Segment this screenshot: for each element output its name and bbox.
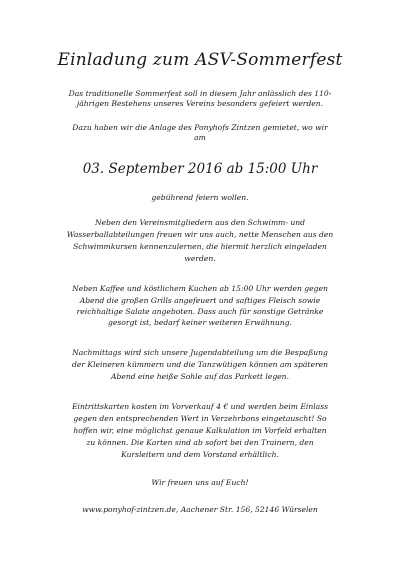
footer-address: www.ponyhof-zintzen.de, Aachener Str. 156, 52146 Würselen (82, 505, 318, 514)
tickets-line-4: zu können. Die Karten sind ab sofort bei den Trainern, den (86, 438, 314, 447)
tickets-line-1: Eintrittskarten kosten im Vorverkauf 4 € und werden beim Einlass (71, 402, 329, 411)
youth-line-2: der Kleineren kümmern und die Tanzwütigen können am späteren (72, 360, 328, 369)
event-datetime: 03. September 2016 ab 15:00 Uhr (82, 161, 318, 177)
food-line-3: reichhaltige Salate angeboten. Dass auch für sonstige Getränke (76, 307, 324, 316)
page-title: Einladung zum ASV-Sommerfest (57, 50, 343, 70)
closing-text: Wir freuen uns auf Euch! (151, 478, 249, 487)
intro-line-1: Das traditionelle Sommerfest soll in diesem Jahr anlässlich des 110- (68, 89, 332, 98)
intro-line-2: jährigen Bestehens unseres Vereins besonders gefeiert werden. (76, 99, 324, 108)
location-line-1: Dazu haben wir die Anlage des Ponyhofs Zintzen gemietet, wo wir (72, 123, 328, 132)
youth-line-3: Abend eine heiße Sohle auf das Parkett legen. (111, 372, 289, 381)
tickets-line-3: hoffen wir, eine möglichst genaue Kalkulation im Vorfeld erhalten (73, 426, 327, 435)
location-line-2: am (194, 133, 206, 142)
tickets-line-5: Kursleitern und dem Vorstand erhältlich. (121, 450, 279, 459)
members-line-4: werden. (184, 254, 216, 263)
celebrate-text: gebührend feiern wollen. (151, 193, 249, 202)
food-line-4: gesorgt ist, bedarf keiner weiteren Erwähnung. (108, 318, 292, 327)
food-line-1: Neben Kaffee und köstlichem Kuchen ab 15:00 Uhr werden gegen (72, 284, 328, 293)
food-line-2: Abend die großen Grills angefeuert und saftiges Fleisch sowie (79, 296, 321, 305)
youth-line-1: Nachmittags wird sich unsere Jugendabteilung um die Bespaßung (72, 348, 328, 357)
members-line-1: Neben den Vereinsmitgliedern aus den Schwimm- und (95, 218, 305, 227)
members-line-3: Schwimmkursen kennenzulernen, die hiermit herzlich eingeladen (73, 242, 327, 251)
members-line-2: Wasserballabteilungen freuen wir uns auch, nette Menschen aus den (66, 230, 334, 239)
tickets-line-2: gegen den entsprechenden Wert in Verzehrbons eingetauscht! So (73, 414, 327, 423)
